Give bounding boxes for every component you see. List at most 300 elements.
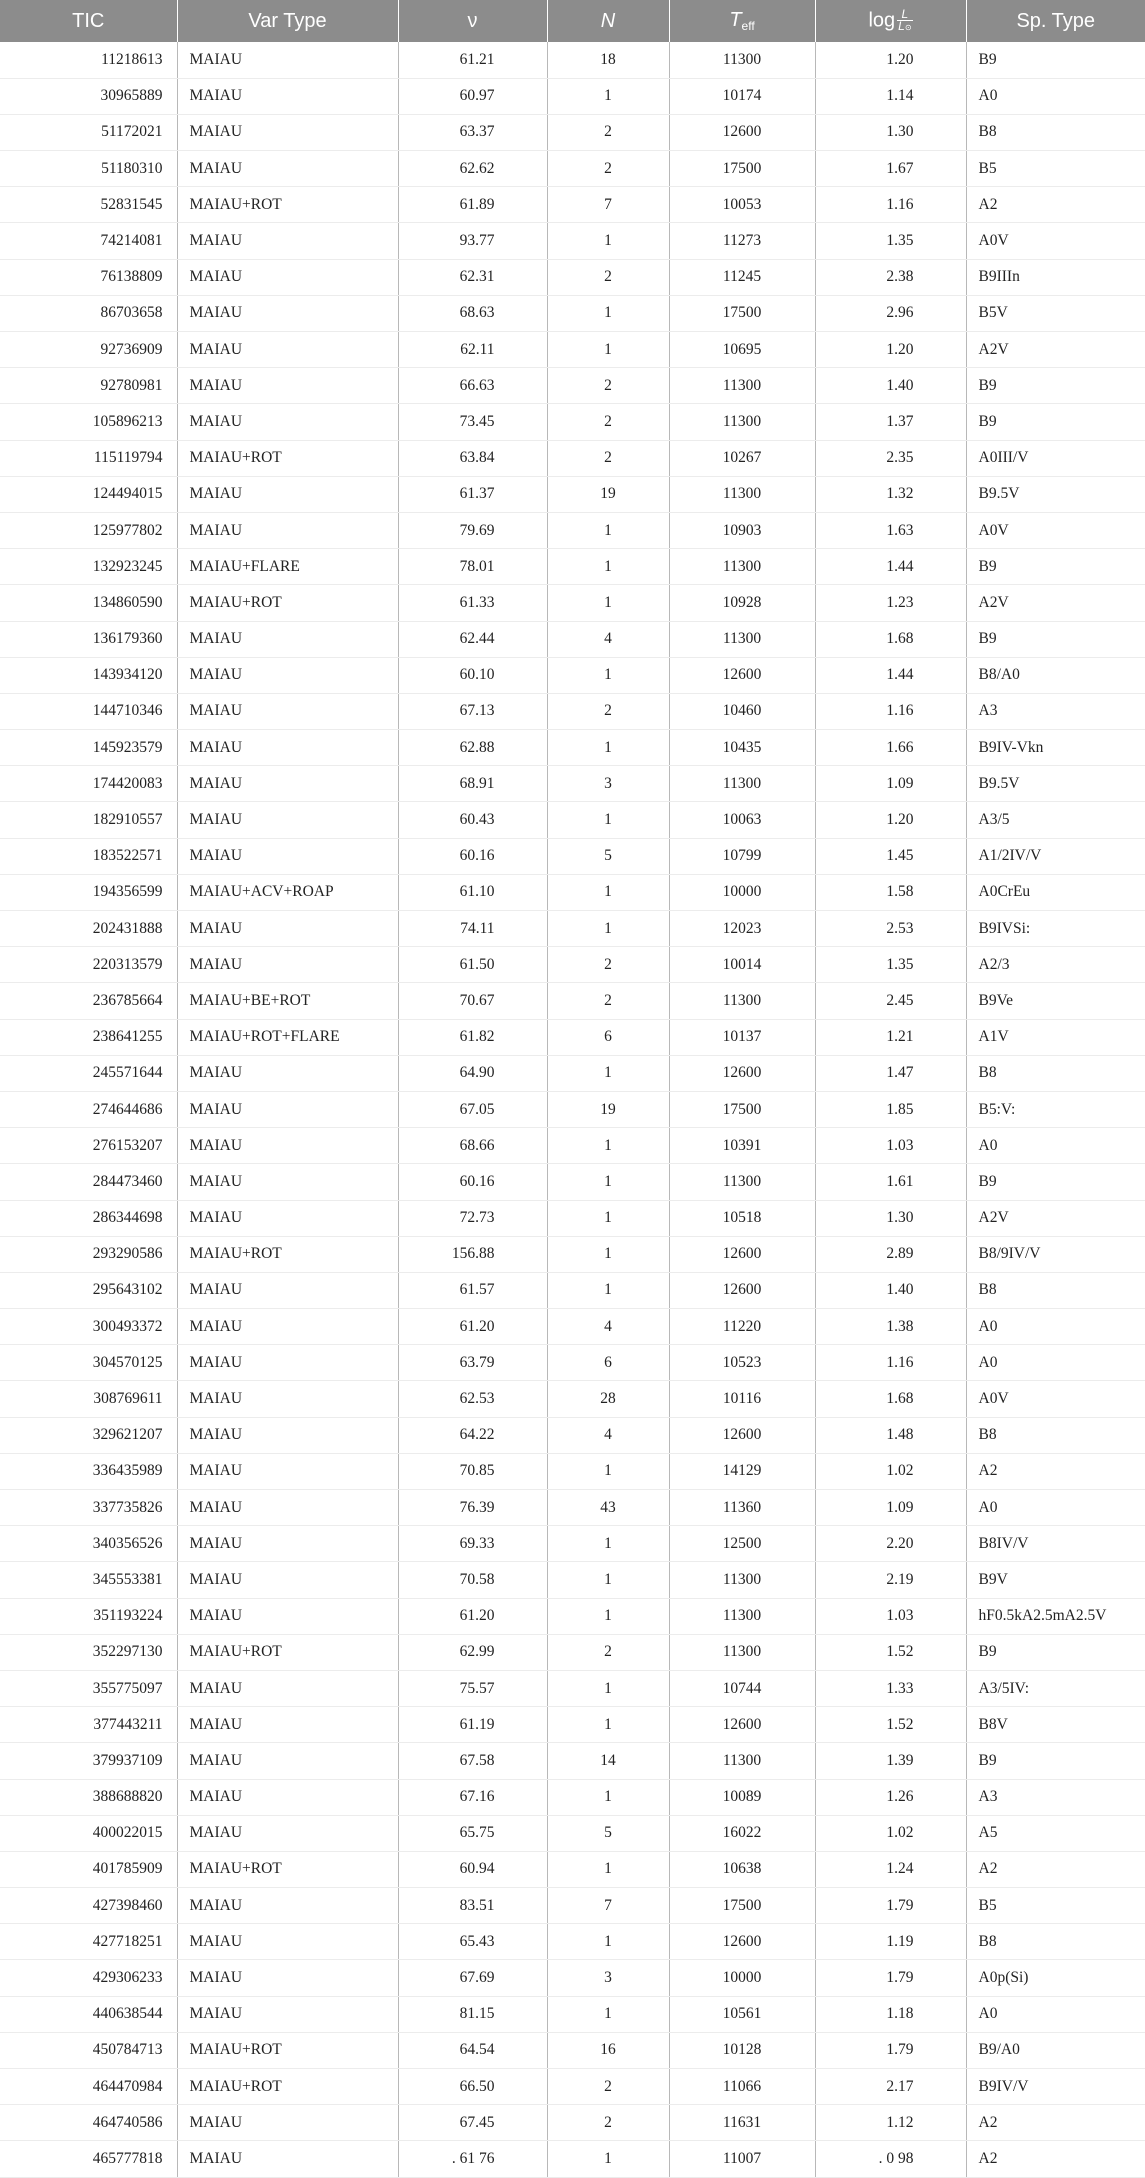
n-cell: 1 (547, 1526, 669, 1562)
teff-cell: 11300 (669, 476, 815, 512)
header-sun-symbol: ⊙ (904, 23, 912, 32)
table-row (0, 838, 1145, 874)
table-row (0, 114, 1145, 150)
frequency-cell: 61.19 (398, 1707, 547, 1743)
spectral-type-cell: A1/2IV/V (966, 838, 1145, 874)
frequency-cell: 63.37 (398, 114, 547, 150)
frequency-cell: 93.77 (398, 223, 547, 259)
table-row (0, 1345, 1145, 1381)
n-cell: 7 (547, 1888, 669, 1924)
log-luminosity-cell: 1.48 (815, 1417, 966, 1453)
var-type-cell: MAIAU (177, 1888, 398, 1924)
frequency-cell: . 61 76 (398, 2141, 547, 2177)
n-cell: 1 (547, 1236, 669, 1272)
frequency-cell: 62.44 (398, 621, 547, 657)
var-type-cell: MAIAU (177, 1091, 398, 1127)
log-luminosity-cell: 2.19 (815, 1562, 966, 1598)
teff-cell: 12600 (669, 1236, 815, 1272)
var-type-cell: MAIAU+ROT (177, 1236, 398, 1272)
spectral-type-cell: B9 (966, 1743, 1145, 1779)
teff-cell: 11300 (669, 368, 815, 404)
teff-cell: 11300 (669, 983, 815, 1019)
log-luminosity-cell: 1.58 (815, 874, 966, 910)
table-row (0, 1200, 1145, 1236)
n-cell: 1 (547, 911, 669, 947)
n-cell: 4 (547, 1417, 669, 1453)
tic-cell: 379937109 (0, 1743, 177, 1779)
frequency-cell: 62.99 (398, 1634, 547, 1670)
log-luminosity-cell: 1.20 (815, 332, 966, 368)
log-luminosity-cell: 1.23 (815, 585, 966, 621)
tic-cell: 400022015 (0, 1815, 177, 1851)
log-luminosity-cell: 1.85 (815, 1091, 966, 1127)
var-type-cell: MAIAU (177, 1453, 398, 1489)
var-type-cell: MAIAU (177, 1924, 398, 1960)
log-luminosity-cell: 1.63 (815, 512, 966, 548)
tic-cell: 238641255 (0, 1019, 177, 1055)
n-cell: 1 (547, 1779, 669, 1815)
frequency-cell: 67.45 (398, 2105, 547, 2141)
teff-cell: 10744 (669, 1670, 815, 1706)
table-row (0, 1924, 1145, 1960)
spectral-type-cell: A2 (966, 2141, 1145, 2177)
n-cell: 1 (547, 1996, 669, 2032)
table-row (0, 1598, 1145, 1634)
teff-cell: 12600 (669, 1417, 815, 1453)
tic-cell: 51172021 (0, 114, 177, 150)
log-luminosity-cell: 1.61 (815, 1164, 966, 1200)
n-cell: 28 (547, 1381, 669, 1417)
teff-cell: 10267 (669, 440, 815, 476)
teff-cell: 17500 (669, 1091, 815, 1127)
n-cell: 2 (547, 983, 669, 1019)
frequency-cell: 61.50 (398, 947, 547, 983)
header-teff (669, 0, 815, 42)
table-row (0, 657, 1145, 693)
table-row (0, 259, 1145, 295)
tic-cell: 337735826 (0, 1490, 177, 1526)
var-type-cell: MAIAU (177, 947, 398, 983)
spectral-type-cell: B9/A0 (966, 2032, 1145, 2068)
tic-cell: 427398460 (0, 1888, 177, 1924)
n-cell: 4 (547, 1309, 669, 1345)
tic-cell: 105896213 (0, 404, 177, 440)
tic-cell: 51180310 (0, 151, 177, 187)
n-cell: 1 (547, 585, 669, 621)
table-row (0, 1743, 1145, 1779)
var-type-cell: MAIAU (177, 512, 398, 548)
header-log-luminosity (815, 0, 966, 42)
spectral-type-cell: A2V (966, 332, 1145, 368)
var-type-cell: MAIAU (177, 838, 398, 874)
frequency-cell: 60.94 (398, 1851, 547, 1887)
teff-cell: 11300 (669, 1562, 815, 1598)
spectral-type-cell: B8/9IV/V (966, 1236, 1145, 1272)
n-cell: 43 (547, 1490, 669, 1526)
teff-cell: 11273 (669, 223, 815, 259)
n-cell: 1 (547, 1453, 669, 1489)
teff-cell: 12600 (669, 657, 815, 693)
log-luminosity-cell: 1.79 (815, 1960, 966, 1996)
spectral-type-cell: A5 (966, 1815, 1145, 1851)
spectral-type-cell: B8 (966, 114, 1145, 150)
table-row (0, 1019, 1145, 1055)
spectral-type-cell: A2 (966, 1453, 1145, 1489)
teff-cell: 16022 (669, 1815, 815, 1851)
table-row (0, 1381, 1145, 1417)
var-type-cell: MAIAU (177, 1996, 398, 2032)
log-luminosity-cell: 2.89 (815, 1236, 966, 1272)
teff-cell: 11300 (669, 1634, 815, 1670)
frequency-cell: 62.11 (398, 332, 547, 368)
table-row (0, 1562, 1145, 1598)
n-cell: 2 (547, 259, 669, 295)
log-luminosity-cell: 1.67 (815, 151, 966, 187)
tic-cell: 465777818 (0, 2141, 177, 2177)
frequency-cell: 60.97 (398, 78, 547, 114)
var-type-cell: MAIAU (177, 332, 398, 368)
frequency-cell: 60.43 (398, 802, 547, 838)
spectral-type-cell: B8 (966, 1924, 1145, 1960)
frequency-cell: 70.67 (398, 983, 547, 1019)
spectral-type-cell: B8 (966, 1055, 1145, 1091)
log-luminosity-cell: 2.96 (815, 295, 966, 331)
n-cell: 1 (547, 512, 669, 548)
var-type-cell: MAIAU+ROT (177, 1851, 398, 1887)
n-cell: 1 (547, 657, 669, 693)
frequency-cell: 65.43 (398, 1924, 547, 1960)
n-cell: 3 (547, 766, 669, 802)
teff-cell: 12600 (669, 1924, 815, 1960)
var-type-cell: MAIAU (177, 78, 398, 114)
n-cell: 1 (547, 1707, 669, 1743)
teff-cell: 10518 (669, 1200, 815, 1236)
tic-cell: 276153207 (0, 1128, 177, 1164)
n-cell: 1 (547, 332, 669, 368)
var-type-cell: MAIAU+FLARE (177, 549, 398, 585)
table-row (0, 730, 1145, 766)
header-n: N (547, 0, 669, 42)
header-luminosity-denominator-letter: L (898, 19, 905, 33)
teff-cell: 10089 (669, 1779, 815, 1815)
frequency-cell: 67.58 (398, 1743, 547, 1779)
frequency-cell: 67.05 (398, 1091, 547, 1127)
table-row (0, 874, 1145, 910)
frequency-cell: 67.13 (398, 693, 547, 729)
tic-cell: 74214081 (0, 223, 177, 259)
spectral-type-cell: A2 (966, 2105, 1145, 2141)
tic-cell: 143934120 (0, 657, 177, 693)
log-luminosity-cell: 1.26 (815, 1779, 966, 1815)
table-row (0, 693, 1145, 729)
tic-cell: 377443211 (0, 1707, 177, 1743)
var-type-cell: MAIAU (177, 1200, 398, 1236)
n-cell: 5 (547, 1815, 669, 1851)
log-luminosity-cell: 1.02 (815, 1453, 966, 1489)
frequency-cell: 68.91 (398, 766, 547, 802)
frequency-cell: 64.90 (398, 1055, 547, 1091)
n-cell: 2 (547, 2069, 669, 2105)
table-row (0, 1851, 1145, 1887)
frequency-cell: 72.73 (398, 1200, 547, 1236)
spectral-type-cell: A0 (966, 1490, 1145, 1526)
spectral-type-cell: A2V (966, 585, 1145, 621)
table-row (0, 1128, 1145, 1164)
teff-cell: 12500 (669, 1526, 815, 1562)
table-row (0, 1164, 1145, 1200)
teff-cell: 12600 (669, 1272, 815, 1308)
n-cell: 1 (547, 1924, 669, 1960)
frequency-cell: 61.33 (398, 585, 547, 621)
spectral-type-cell: B8IV/V (966, 1526, 1145, 1562)
var-type-cell: MAIAU (177, 368, 398, 404)
n-cell: 7 (547, 187, 669, 223)
var-type-cell: MAIAU (177, 1960, 398, 1996)
log-luminosity-cell: 2.53 (815, 911, 966, 947)
log-luminosity-cell: 1.40 (815, 368, 966, 404)
table-row (0, 1236, 1145, 1272)
frequency-cell: 60.16 (398, 1164, 547, 1200)
log-luminosity-cell: 1.03 (815, 1598, 966, 1634)
frequency-cell: 60.16 (398, 838, 547, 874)
tic-cell: 340356526 (0, 1526, 177, 1562)
spectral-type-cell: A0III/V (966, 440, 1145, 476)
frequency-cell: 62.62 (398, 151, 547, 187)
n-cell: 2 (547, 1634, 669, 1670)
teff-cell: 10391 (669, 1128, 815, 1164)
header-log-prefix: log (868, 9, 896, 32)
var-type-cell: MAIAU (177, 2105, 398, 2141)
table-row (0, 1091, 1145, 1127)
var-type-cell: MAIAU (177, 1128, 398, 1164)
table-body (0, 42, 1145, 2177)
tic-cell: 86703658 (0, 295, 177, 331)
n-cell: 1 (547, 1272, 669, 1308)
frequency-cell: 62.53 (398, 1381, 547, 1417)
var-type-cell: MAIAU (177, 2141, 398, 2177)
teff-cell: 10695 (669, 332, 815, 368)
teff-cell: 11300 (669, 1598, 815, 1634)
var-type-cell: MAIAU (177, 1743, 398, 1779)
teff-cell: 11300 (669, 1743, 815, 1779)
table-row (0, 78, 1145, 114)
log-luminosity-cell: 2.45 (815, 983, 966, 1019)
tic-cell: 92780981 (0, 368, 177, 404)
n-cell: 2 (547, 151, 669, 187)
tic-cell: 336435989 (0, 1453, 177, 1489)
header-luminosity-numerator: L (897, 9, 912, 21)
log-luminosity-cell: 1.68 (815, 1381, 966, 1417)
tic-cell: 308769611 (0, 1381, 177, 1417)
table-row (0, 42, 1145, 78)
frequency-cell: 60.10 (398, 657, 547, 693)
n-cell: 1 (547, 1851, 669, 1887)
tic-cell: 76138809 (0, 259, 177, 295)
tic-cell: 124494015 (0, 476, 177, 512)
teff-cell: 10116 (669, 1381, 815, 1417)
var-type-cell: MAIAU (177, 1164, 398, 1200)
tic-cell: 220313579 (0, 947, 177, 983)
frequency-cell: 63.79 (398, 1345, 547, 1381)
frequency-cell: 75.57 (398, 1670, 547, 1706)
frequency-cell: 62.31 (398, 259, 547, 295)
var-type-cell: MAIAU (177, 1670, 398, 1706)
n-cell: 2 (547, 368, 669, 404)
tic-cell: 30965889 (0, 78, 177, 114)
frequency-cell: 81.15 (398, 1996, 547, 2032)
log-luminosity-cell: 1.21 (815, 1019, 966, 1055)
table-row (0, 911, 1145, 947)
table-row (0, 1453, 1145, 1489)
table-row (0, 766, 1145, 802)
n-cell: 5 (547, 838, 669, 874)
teff-cell: 10063 (669, 802, 815, 838)
spectral-type-cell: B9IV/V (966, 2069, 1145, 2105)
log-luminosity-cell: 1.03 (815, 1128, 966, 1164)
table-row (0, 1309, 1145, 1345)
n-cell: 1 (547, 1128, 669, 1164)
tic-cell: 429306233 (0, 1960, 177, 1996)
var-type-cell: MAIAU (177, 1526, 398, 1562)
teff-cell: 10523 (669, 1345, 815, 1381)
tic-cell: 286344698 (0, 1200, 177, 1236)
log-luminosity-cell: 2.38 (815, 259, 966, 295)
var-type-cell: MAIAU (177, 730, 398, 766)
log-luminosity-cell: 1.20 (815, 42, 966, 78)
teff-cell: 11360 (669, 1490, 815, 1526)
tic-cell: 300493372 (0, 1309, 177, 1345)
frequency-cell: 76.39 (398, 1490, 547, 1526)
tic-cell: 245571644 (0, 1055, 177, 1091)
tic-cell: 295643102 (0, 1272, 177, 1308)
frequency-cell: 65.75 (398, 1815, 547, 1851)
spectral-type-cell: A3 (966, 693, 1145, 729)
frequency-cell: 67.16 (398, 1779, 547, 1815)
log-luminosity-cell: 1.30 (815, 114, 966, 150)
tic-cell: 351193224 (0, 1598, 177, 1634)
table-row (0, 1055, 1145, 1091)
table-row (0, 476, 1145, 512)
tic-cell: 464470984 (0, 2069, 177, 2105)
table-row (0, 223, 1145, 259)
teff-cell: 11300 (669, 766, 815, 802)
teff-cell: 12600 (669, 1707, 815, 1743)
spectral-type-cell: B5:V: (966, 1091, 1145, 1127)
log-luminosity-cell: 1.12 (815, 2105, 966, 2141)
header-spectral-type: Sp. Type (966, 0, 1145, 42)
spectral-type-cell: B9IIIn (966, 259, 1145, 295)
teff-cell: 17500 (669, 1888, 815, 1924)
n-cell: 2 (547, 693, 669, 729)
teff-cell: 11300 (669, 42, 815, 78)
tic-cell: 92736909 (0, 332, 177, 368)
header-luminosity-fraction (897, 9, 912, 33)
teff-cell: 10928 (669, 585, 815, 621)
teff-cell: 11300 (669, 404, 815, 440)
log-luminosity-cell: 1.16 (815, 693, 966, 729)
table-row (0, 2105, 1145, 2141)
frequency-cell: 79.69 (398, 512, 547, 548)
log-luminosity-cell: 1.37 (815, 404, 966, 440)
teff-cell: 11300 (669, 621, 815, 657)
table-row (0, 1996, 1145, 2032)
n-cell: 1 (547, 549, 669, 585)
table-row (0, 1960, 1145, 1996)
frequency-cell: 64.54 (398, 2032, 547, 2068)
table-row (0, 1670, 1145, 1706)
teff-cell: 11245 (669, 259, 815, 295)
table-row (0, 1417, 1145, 1453)
log-luminosity-cell: 1.20 (815, 802, 966, 838)
teff-cell: 17500 (669, 295, 815, 331)
teff-cell: 11631 (669, 2105, 815, 2141)
teff-cell: 17500 (669, 151, 815, 187)
frequency-cell: 83.51 (398, 1888, 547, 1924)
header-var-type: Var Type (177, 0, 398, 42)
var-type-cell: MAIAU (177, 404, 398, 440)
table-row (0, 295, 1145, 331)
spectral-type-cell: A2V (966, 1200, 1145, 1236)
var-type-cell: MAIAU (177, 151, 398, 187)
var-type-cell: MAIAU+ROT (177, 440, 398, 476)
spectral-type-cell: A0V (966, 1381, 1145, 1417)
table-row (0, 802, 1145, 838)
log-luminosity-cell: 1.33 (815, 1670, 966, 1706)
frequency-cell: 61.10 (398, 874, 547, 910)
var-type-cell: MAIAU (177, 223, 398, 259)
var-type-cell: MAIAU+ROT (177, 2069, 398, 2105)
log-luminosity-cell: 1.68 (815, 621, 966, 657)
tic-cell: 450784713 (0, 2032, 177, 2068)
frequency-cell: 61.82 (398, 1019, 547, 1055)
log-luminosity-cell: 1.44 (815, 549, 966, 585)
frequency-cell: 64.22 (398, 1417, 547, 1453)
log-luminosity-cell: 1.66 (815, 730, 966, 766)
n-cell: 1 (547, 1670, 669, 1706)
spectral-type-cell: A3/5 (966, 802, 1145, 838)
n-cell: 3 (547, 1960, 669, 1996)
spectral-type-cell: A1V (966, 1019, 1145, 1055)
n-cell: 2 (547, 2105, 669, 2141)
var-type-cell: MAIAU+ROT (177, 187, 398, 223)
table-row (0, 1888, 1145, 1924)
log-luminosity-cell: 1.47 (815, 1055, 966, 1091)
teff-cell: 10174 (669, 78, 815, 114)
tic-cell: 202431888 (0, 911, 177, 947)
table-row (0, 440, 1145, 476)
tic-cell: 236785664 (0, 983, 177, 1019)
var-type-cell: MAIAU (177, 766, 398, 802)
log-luminosity-cell: 1.44 (815, 657, 966, 693)
spectral-type-cell: B9V (966, 1562, 1145, 1598)
var-type-cell: MAIAU (177, 1707, 398, 1743)
n-cell: 2 (547, 114, 669, 150)
frequency-cell: 156.88 (398, 1236, 547, 1272)
table-row (0, 1526, 1145, 1562)
var-type-cell: MAIAU (177, 1272, 398, 1308)
tic-cell: 145923579 (0, 730, 177, 766)
spectral-type-cell: A0V (966, 512, 1145, 548)
table-row (0, 404, 1145, 440)
table-row (0, 332, 1145, 368)
spectral-type-cell: A0 (966, 1996, 1145, 2032)
n-cell: 6 (547, 1345, 669, 1381)
teff-cell: 10053 (669, 187, 815, 223)
tic-cell: 144710346 (0, 693, 177, 729)
table-row (0, 983, 1145, 1019)
n-cell: 1 (547, 802, 669, 838)
n-cell: 1 (547, 1562, 669, 1598)
